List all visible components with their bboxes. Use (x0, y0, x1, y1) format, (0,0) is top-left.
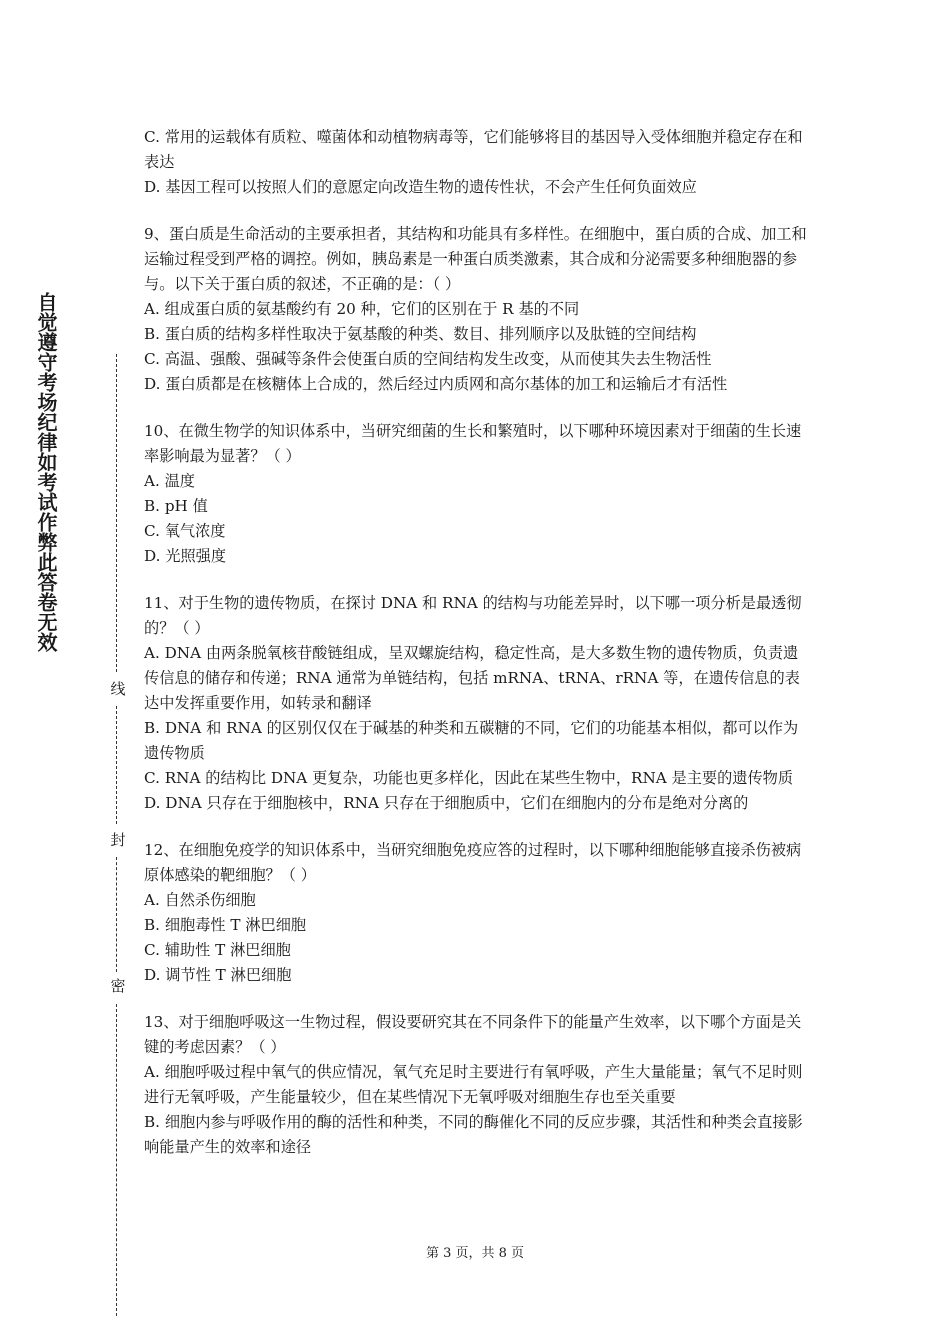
question-13 (144, 1010, 812, 1160)
question-9-stem: 9、蛋白质是生命活动的主要承担者，其结构和功能具有多样性。在细胞中，蛋白质的合成、加工和运输过程受到严格的调控。例如，胰岛素是一种蛋白质类激素，其合成和分泌需要多种细胞器的参与。以下关于蛋白质的叙述，不正确的是：（ ） (144, 225, 807, 293)
option-9a: A. 组成蛋白质的氨基酸约有 20 种，它们的区别在于 R 基的不同 (144, 300, 580, 318)
question-10-stem: 10、在微生物学的知识体系中，当研究细菌的生长和繁殖时，以下哪种环境因素对于细菌的生长速率影响最为显著？（ ） (144, 422, 802, 465)
option-12a: A. 自然杀伤细胞 (144, 891, 256, 909)
option-10d: D. 光照强度 (144, 547, 227, 565)
exam-content (144, 125, 812, 1160)
option-11d: D. DNA 只存在于细胞核中，RNA 只存在于细胞质中，它们在细胞内的分布是绝对分离的 (144, 794, 749, 812)
question-9 (144, 222, 812, 397)
seal-dash-2 (116, 706, 117, 824)
question-12 (144, 838, 812, 988)
option-9b: B. 蛋白质的结构多样性取决于氨基酸的种类、数目、排列顺序以及肽链的空间结构 (144, 325, 697, 343)
seal-label-feng: 封 (110, 831, 126, 849)
question-11 (144, 591, 812, 816)
question-10 (144, 419, 812, 569)
option-9c: C. 高温、强酸、强碱等条件会使蛋白质的空间结构发生改变，从而使其失去生物活性 (144, 350, 712, 368)
seal-label-xian: 线 (110, 680, 126, 698)
option-10a: A. 温度 (144, 472, 195, 490)
seal-dash-4 (116, 1004, 117, 1316)
seal-line (108, 354, 128, 1316)
seal-label-mi: 密 (110, 977, 126, 995)
option-12c: C. 辅助性 T 淋巴细胞 (144, 941, 291, 959)
option-12b: B. 细胞毒性 T 淋巴细胞 (144, 916, 307, 934)
option-8c: C. 常用的运载体有质粒、噬菌体和动植物病毒等，它们能够将目的基因导入受体细胞并稳定存在和表达 (144, 128, 803, 171)
option-8d: D. 基因工程可以按照人们的意愿定向改造生物的遗传性状，不会产生任何负面效应 (144, 178, 697, 196)
question-12-stem: 12、在细胞免疫学的知识体系中，当研究细胞免疫应答的过程时，以下哪种细胞能够直接杀伤被病原体感染的靶细胞？（ ） (144, 841, 802, 884)
seal-dash-1 (116, 354, 117, 672)
option-11c: C. RNA 的结构比 DNA 更复杂，功能也更多样化，因此在某些生物中，RNA 是主要的遗传物质 (144, 769, 794, 787)
option-13a: A. 细胞呼吸过程中氧气的供应情况，氧气充足时主要进行有氧呼吸，产生大量能量；氧气不足时则进行无氧呼吸，产生能量较少，但在某些情况下无氧呼吸对细胞生存也至关重要 (144, 1063, 803, 1106)
option-10c: C. 氧气浓度 (144, 522, 226, 540)
option-12d: D. 调节性 T 淋巴细胞 (144, 966, 292, 984)
option-9d: D. 蛋白质都是在核糖体上合成的，然后经过内质网和高尔基体的加工和运输后才有活性 (144, 375, 728, 393)
option-11a: A. DNA 由两条脱氧核苷酸链组成，呈双螺旋结构，稳定性高，是大多数生物的遗传物质，负责遗传信息的储存和传递；RNA 通常为单链结构，包括 mRNA、tRNA、rRNA 等，在遗传信息的表达中发挥重要作用，如转录和翻译 (144, 644, 800, 712)
question-8-continued (144, 125, 812, 200)
option-10b: B. pH 值 (144, 497, 208, 515)
page-number-footer: 第 3 页，共 8 页 (425, 1246, 525, 1261)
question-11-stem: 11、对于生物的遗传物质，在探讨 DNA 和 RNA 的结构与功能差异时，以下哪一项分析是最透彻的？（ ） (144, 594, 802, 637)
option-13b: B. 细胞内参与呼吸作用的酶的活性和种类，不同的酶催化不同的反应步骤，其活性和种类会直接影响能量产生的效率和途径 (144, 1113, 803, 1156)
exam-discipline-warning: 自觉遵守考场纪律如考试作弊此答卷无效 (34, 292, 58, 652)
question-13-stem: 13、对于细胞呼吸这一生物过程，假设要研究其在不同条件下的能量产生效率，以下哪个方面是关键的考虑因素？（ ） (144, 1013, 802, 1056)
seal-dash-3 (116, 857, 117, 972)
option-11b: B. DNA 和 RNA 的区别仅仅在于碱基的种类和五碳糖的不同，它们的功能基本相似，都可以作为遗传物质 (144, 719, 799, 762)
